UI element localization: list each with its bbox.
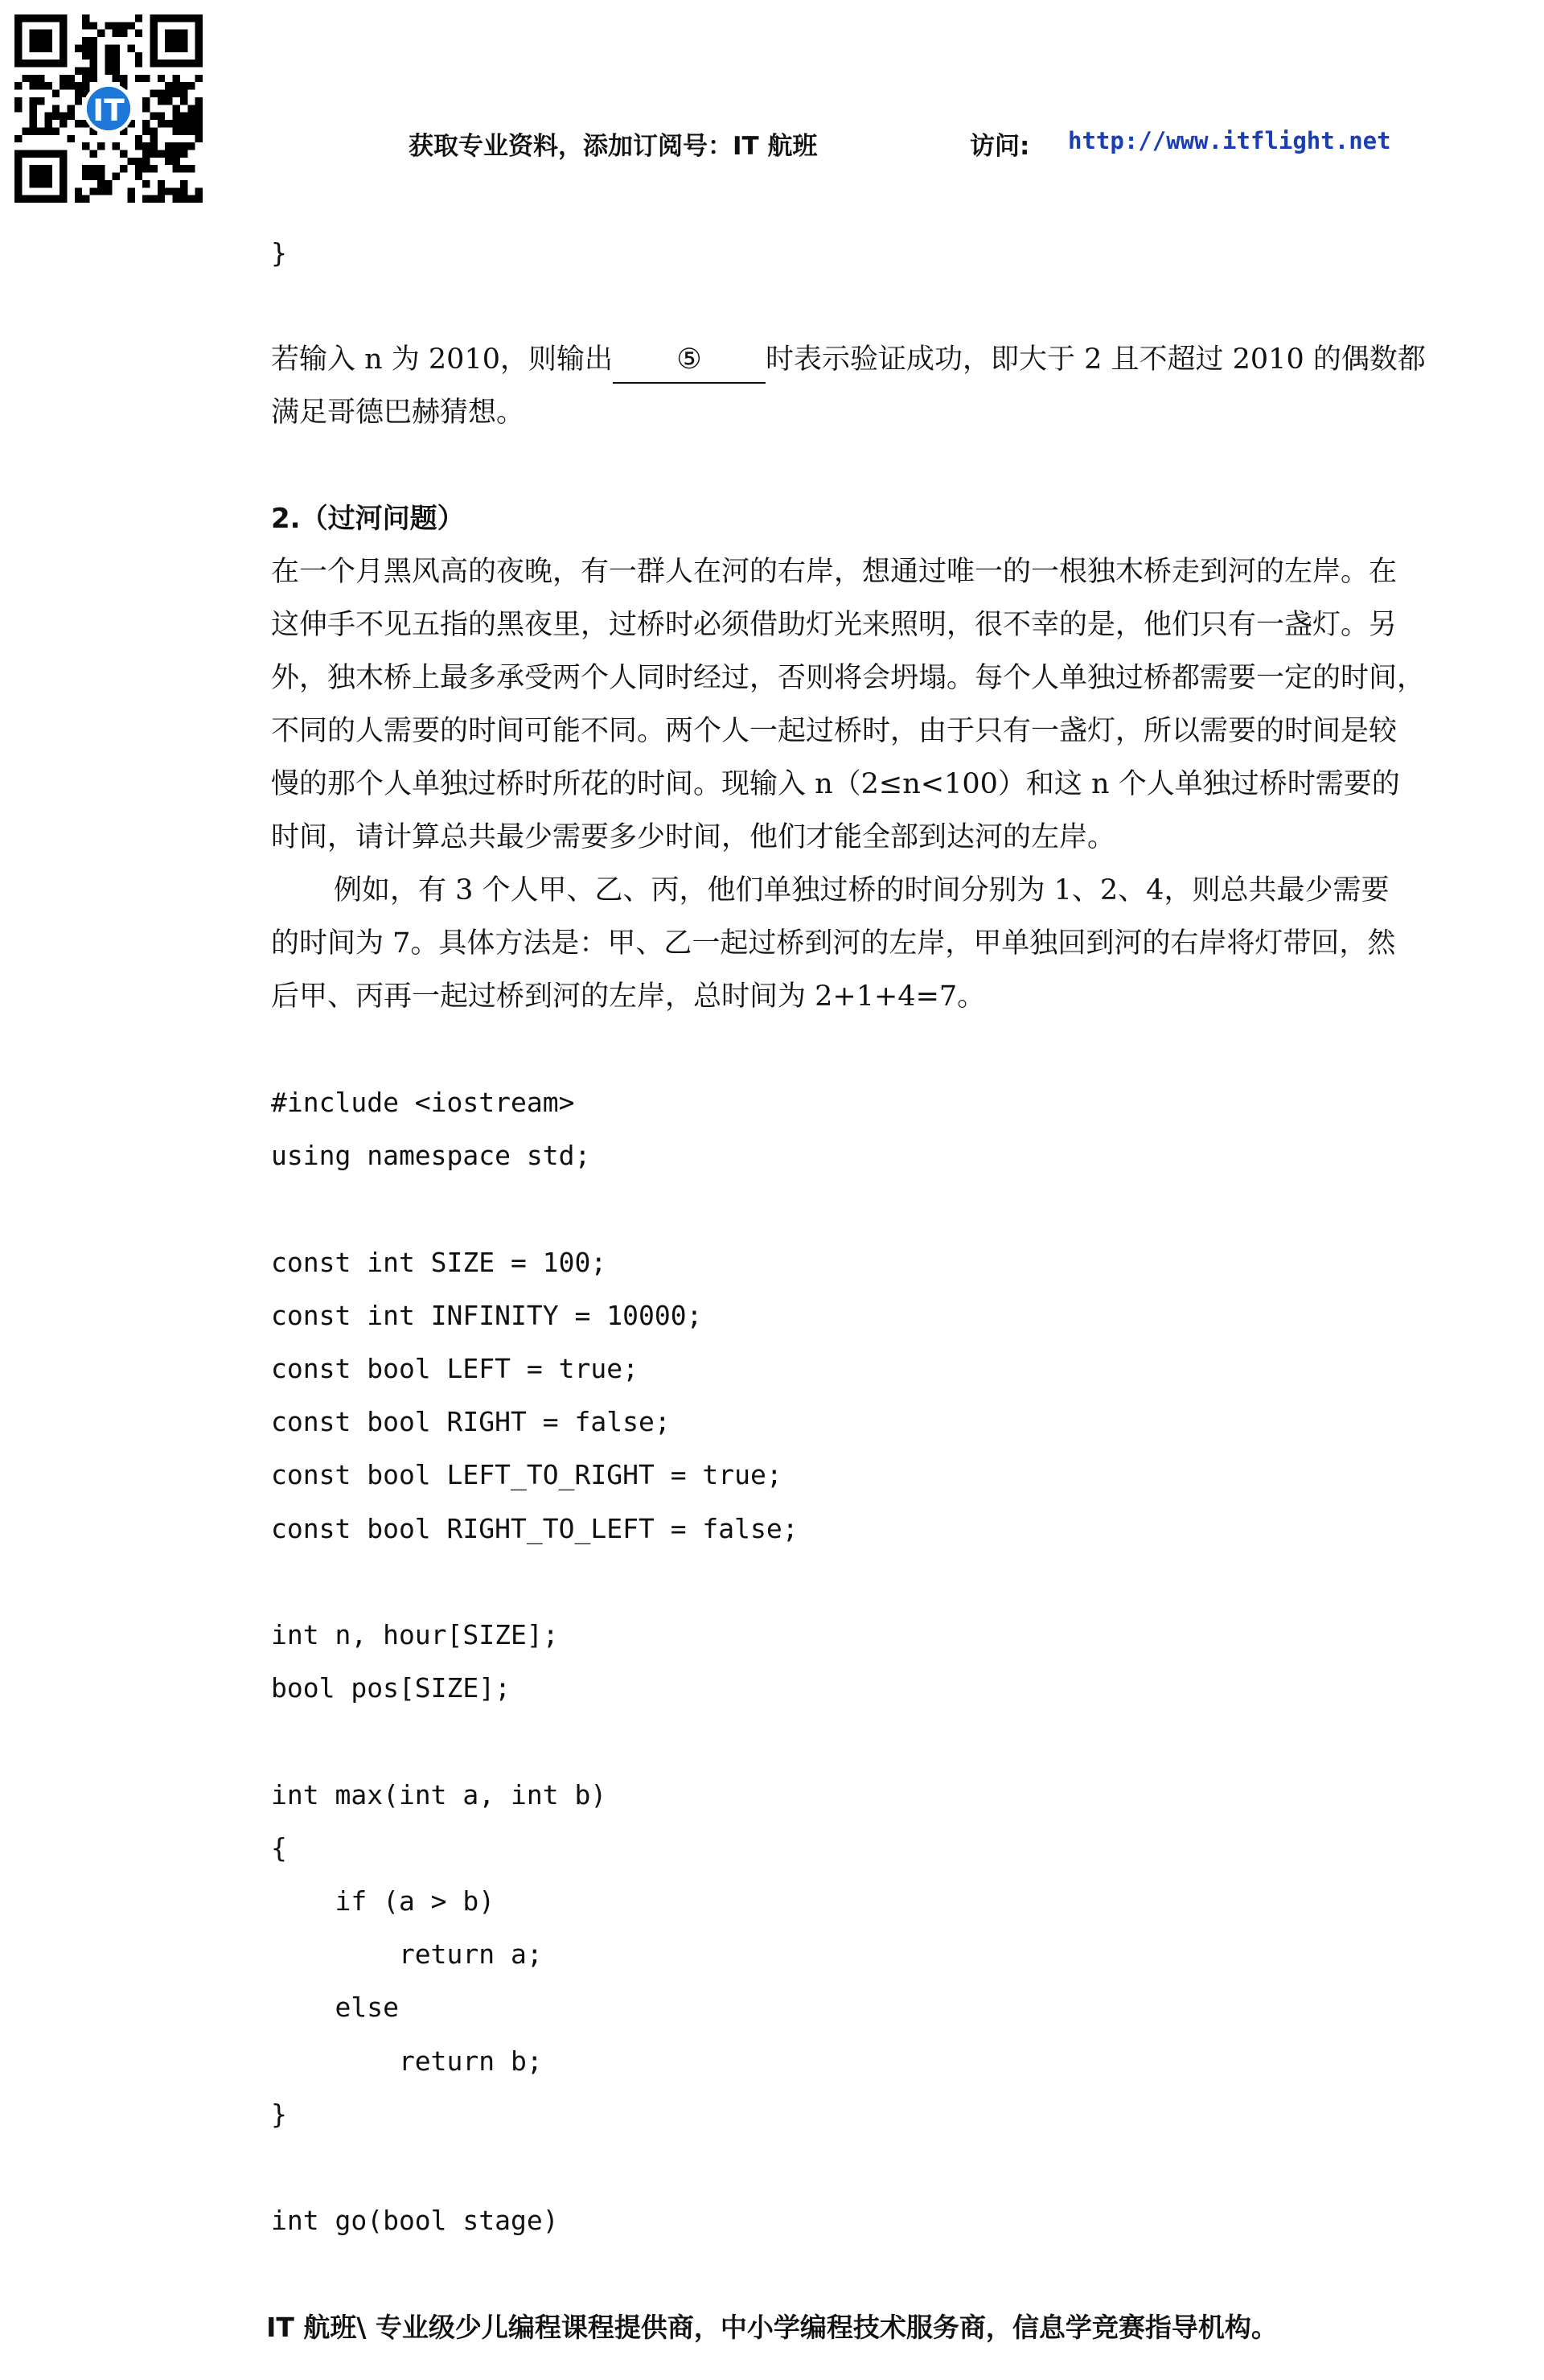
paragraph-line: 的时间为 7。具体方法是：甲、乙一起过桥到河的左岸，甲单独回到河的右岸将灯带回，然	[271, 927, 1396, 960]
paragraph-line: 时间，请计算总共最少需要多少时间，他们才能全部到达河的左岸。	[271, 821, 1116, 853]
page-footer: IT 航班\ 专业级少儿编程课程提供商，中小学编程技术服务商，信息学竞赛指导机构。	[266, 2312, 1278, 2343]
paragraph-line: 慢的那个人单独过桥时所花的时间。现输入 n（2≤n<100）和这 n 个人单独过桥时需要的	[271, 768, 1400, 800]
paragraph-line: 后甲、丙再一起过桥到河的左岸，总时间为 2+1+4=7。	[271, 980, 986, 1013]
qr-code	[14, 14, 203, 203]
code-block: #include <iostream> using namespace std; const int SIZE = 100; const int INFINITY = 10000; const bool LEFT = true; const bool RIGHT = false; const bool LEFT_TO_RIGHT = true; const bool RIGHT_TO_LEFT = false; int n, hour[SIZE]; bool pos[SIZE]; int max(int a, int b) { if (a > b) return a; else return b; } int go(bool stage)	[271, 1087, 799, 2237]
document-body	[271, 227, 1516, 2247]
svg-text:IT: IT	[92, 92, 125, 128]
section-heading: 2.（过河问题）	[271, 503, 465, 535]
website-link[interactable]: http://www.itflight.net	[1068, 127, 1391, 154]
visit-label: 访问:	[970, 132, 1030, 161]
paragraph-line: 不同的人需要的时间可能不同。两个人一起过桥时，由于只有一盏灯，所以需要的时间是较	[271, 715, 1398, 747]
answer-blank: ⑤	[613, 337, 766, 384]
text-fragment: 若输入 n 为 2010，则输出	[271, 343, 613, 376]
text-fragment: 时表示验证成功，即大于 2 且不超过 2010 的偶数都	[766, 343, 1426, 376]
paragraph-line: 例如，有 3 个人甲、乙、丙，他们单独过桥的时间分别为 1、2、4，则总共最少需要	[334, 874, 1390, 906]
paragraph-line	[271, 333, 1516, 386]
paragraph-line: 在一个月黑风高的夜晚，有一群人在河的右岸，想通过唯一的一根独木桥走到河的左岸。在	[271, 556, 1398, 588]
paragraph-line: 满足哥德巴赫猜想。	[271, 397, 525, 429]
page-header	[0, 125, 1544, 166]
closing-brace: }	[271, 237, 287, 269]
subscribe-text: 获取专业资料，添加订阅号：IT 航班	[409, 132, 818, 161]
paragraph-line: 这伸手不见五指的黑夜里，过桥时必须借助灯光来照明，很不幸的是，他们只有一盏灯。另	[271, 609, 1398, 641]
paragraph-line: 外，独木桥上最多承受两个人同时经过，否则将会坍塌。每个人单独过桥都需要一定的时间，	[271, 662, 1426, 694]
